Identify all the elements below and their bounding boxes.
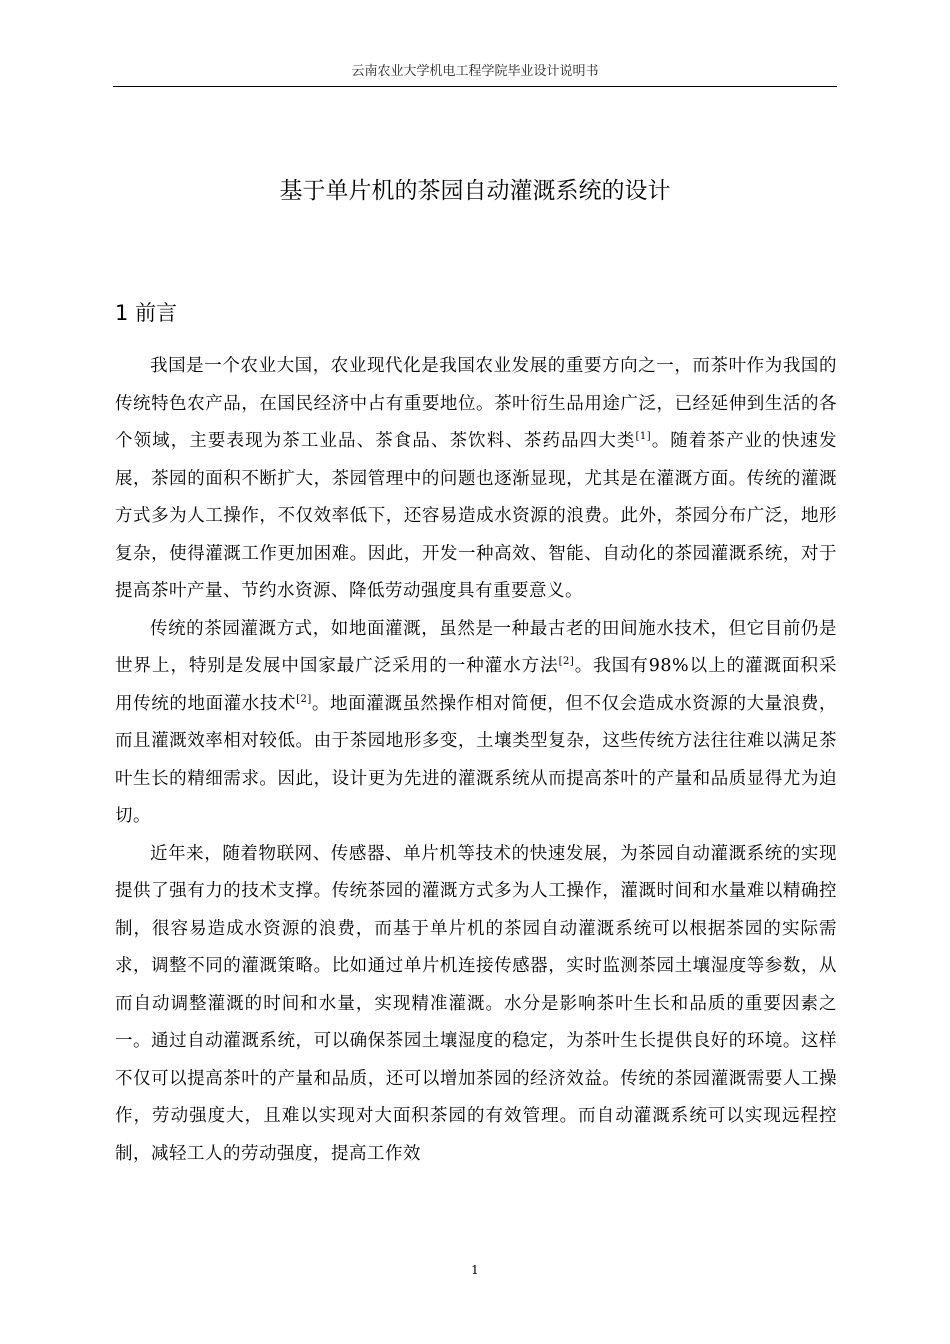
paragraph-3 (115, 836, 837, 1174)
document-title: 基于单片机的茶园自动灌溉系统的设计 (279, 178, 671, 204)
paragraph-text: 。地面灌溉虽然操作相对简便，但不仅会造成水资源的大量浪费，而且灌溉效率相对较低。由于茶园地形多变，土壤类型复杂，这些传统方法往往难以满足茶叶生长的精细需求。因此，设计更为先进的灌溉系统从而提高茶叶的产量和品质显得尤为迫切。 (115, 693, 837, 826)
paragraph-2 (115, 611, 837, 836)
paragraph-text: 传统的茶园灌溉方式，如地面灌溉，虽然是一种最古老的田间施水技术，但它目前仍是世界上，特别是发展中国家最广泛采用的一种灌水方法 (115, 618, 837, 676)
paragraph-text: 。我国有98%以上的灌溉面积采用传统的地面灌水技术 (115, 656, 837, 714)
citation: [1] (635, 431, 652, 443)
citation: [2] (296, 693, 312, 705)
paragraph-text: 近年来，随着物联网、传感器、单片机等技术的快速发展，为茶园自动灌溉系统的实现提供了强有力的技术支撑。传统茶园的灌溉方式多为人工操作，灌溉时间和水量难以精确控制，很容易造成水资源的浪费，而基于单片机的茶园自动灌溉系统可以根据茶园的实际需求，调整不同的灌溉策略。比如通过单片机连接传感器，实时监测茶园土壤湿度等参数，从而自动调整灌溉的时间和水量，实现精准灌溉。水分是影响茶叶生长和品质的重要因素之一。通过自动灌溉系统，可以确保茶园土壤湿度的稳定，为茶叶生长提供良好的环境。这样不仅可以提高茶叶的产量和品质，还可以增加茶园的经济效益。传统的茶园灌溉需要人工操作，劳动强度大，且难以实现对大面积茶园的有效管理。而自动灌溉系统可以实现远程控制，减轻工人的劳动强度，提高工作效 (115, 843, 837, 1164)
paragraph-text: 。随着茶产业的快速发展，茶园的面积不断扩大，茶园管理中的问题也逐渐显现，尤其是在灌溉方面。传统的灌溉方式多为人工操作，不仅效率低下，还容易造成水资源的浪费。此外，茶园分布广泛，地形复杂，使得灌溉工作更加困难。因此，开发一种高效、智能、自动化的茶园灌溉系统，对于提高茶叶产量、节约水资源、降低劳动强度具有重要意义。 (115, 431, 838, 601)
paragraph-text: 我国是一个农业大国，农业现代化是我国农业发展的重要方向之一，而茶叶作为我国的传统特色农产品，在国民经济中占有重要地位。茶叶衍生品用途广泛，已经延伸到生活的各个领域，主要表现为茶工业品、茶食品、茶饮料、茶药品四大类 (115, 356, 837, 451)
paragraph-1 (115, 348, 837, 611)
section-heading: 1 前言 (115, 301, 178, 325)
page-number: 1 (471, 1263, 479, 1277)
body-text (115, 348, 837, 1173)
citation: [2] (558, 656, 575, 668)
header-rule (113, 86, 837, 87)
running-header: 云南农业大学机电工程学院毕业设计说明书 (351, 64, 599, 79)
